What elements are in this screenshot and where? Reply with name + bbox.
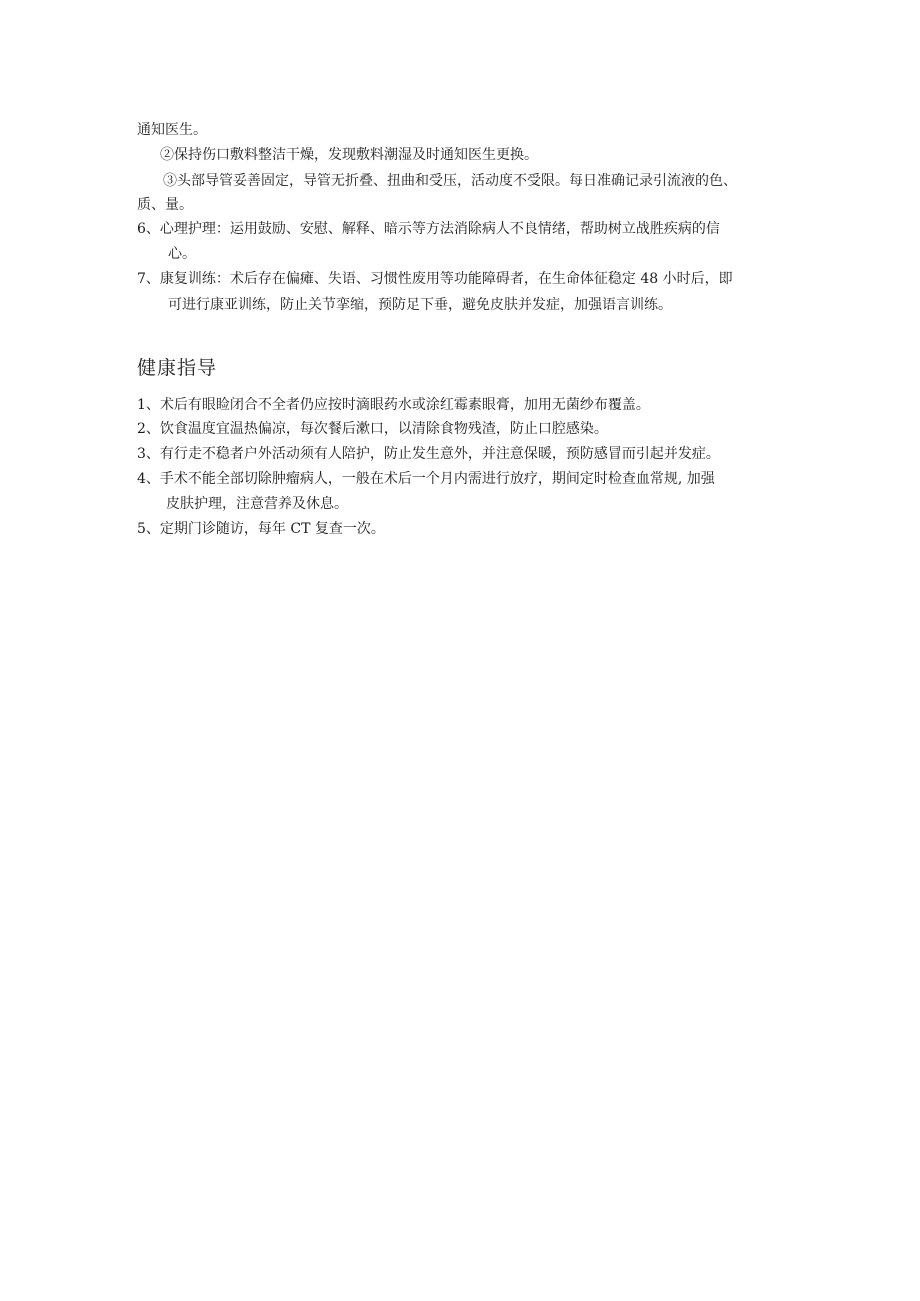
drain-care-item-line2: 质、量。 — [137, 197, 193, 213]
health-item-3: 3、有行走不稳者户外活动须有人陪护，防止发生意外，并注意保暖，预防感冒而引起并发症。 — [137, 446, 720, 462]
rehab-item-line2: 可进行康亚训练，防止关节挛缩，预防足下垂，避免皮肤并发症，加强语言训练。 — [168, 297, 672, 313]
psych-care-item-line1: 6、心理护理：运用鼓励、安慰、解释、暗示等方法消除病人不良情绪，帮助树立战胜疾病的信 — [137, 221, 720, 237]
drain-care-item-line1: ③头部导管妥善固定，导管无折叠、扭曲和受压，活动度不受限。每日准确记录引流液的色、 — [163, 173, 737, 189]
psych-care-item-line2: 心。 — [168, 246, 196, 262]
health-item-2: 2、饮食温度宜温热偏凉，每次餐后漱口，以清除食物残渣，防止口腔感染。 — [137, 421, 608, 437]
dressing-care-item: ②保持伤口敷料整洁干燥，发现敷料潮湿及时通知医生更换。 — [160, 147, 538, 163]
health-item-4-line1: 4、手术不能全部切除肿瘤病人，一般在术后一个月内需进行放疗，期间定时检查血常规, 加强 — [137, 471, 715, 487]
notify-doctor-line: 通知医生。 — [137, 122, 207, 138]
health-item-1: 1、术后有眼睑闭合不全者仍应按时滴眼药水或涂红霉素眼膏，加用无菌纱布覆盖。 — [137, 397, 650, 413]
health-item-4-line2: 皮肤护理，注意营养及休息。 — [166, 496, 348, 512]
rehab-item-line1: 7、康复训练：术后存在偏瘫、失语、习惯性废用等功能障碍者，在生命体征稳定 48 小时后，即 — [137, 271, 733, 287]
health-guidance-heading: 健康指导 — [137, 357, 218, 379]
health-item-5: 5、定期门诊随访，每年 CT 复查一次。 — [137, 521, 385, 537]
